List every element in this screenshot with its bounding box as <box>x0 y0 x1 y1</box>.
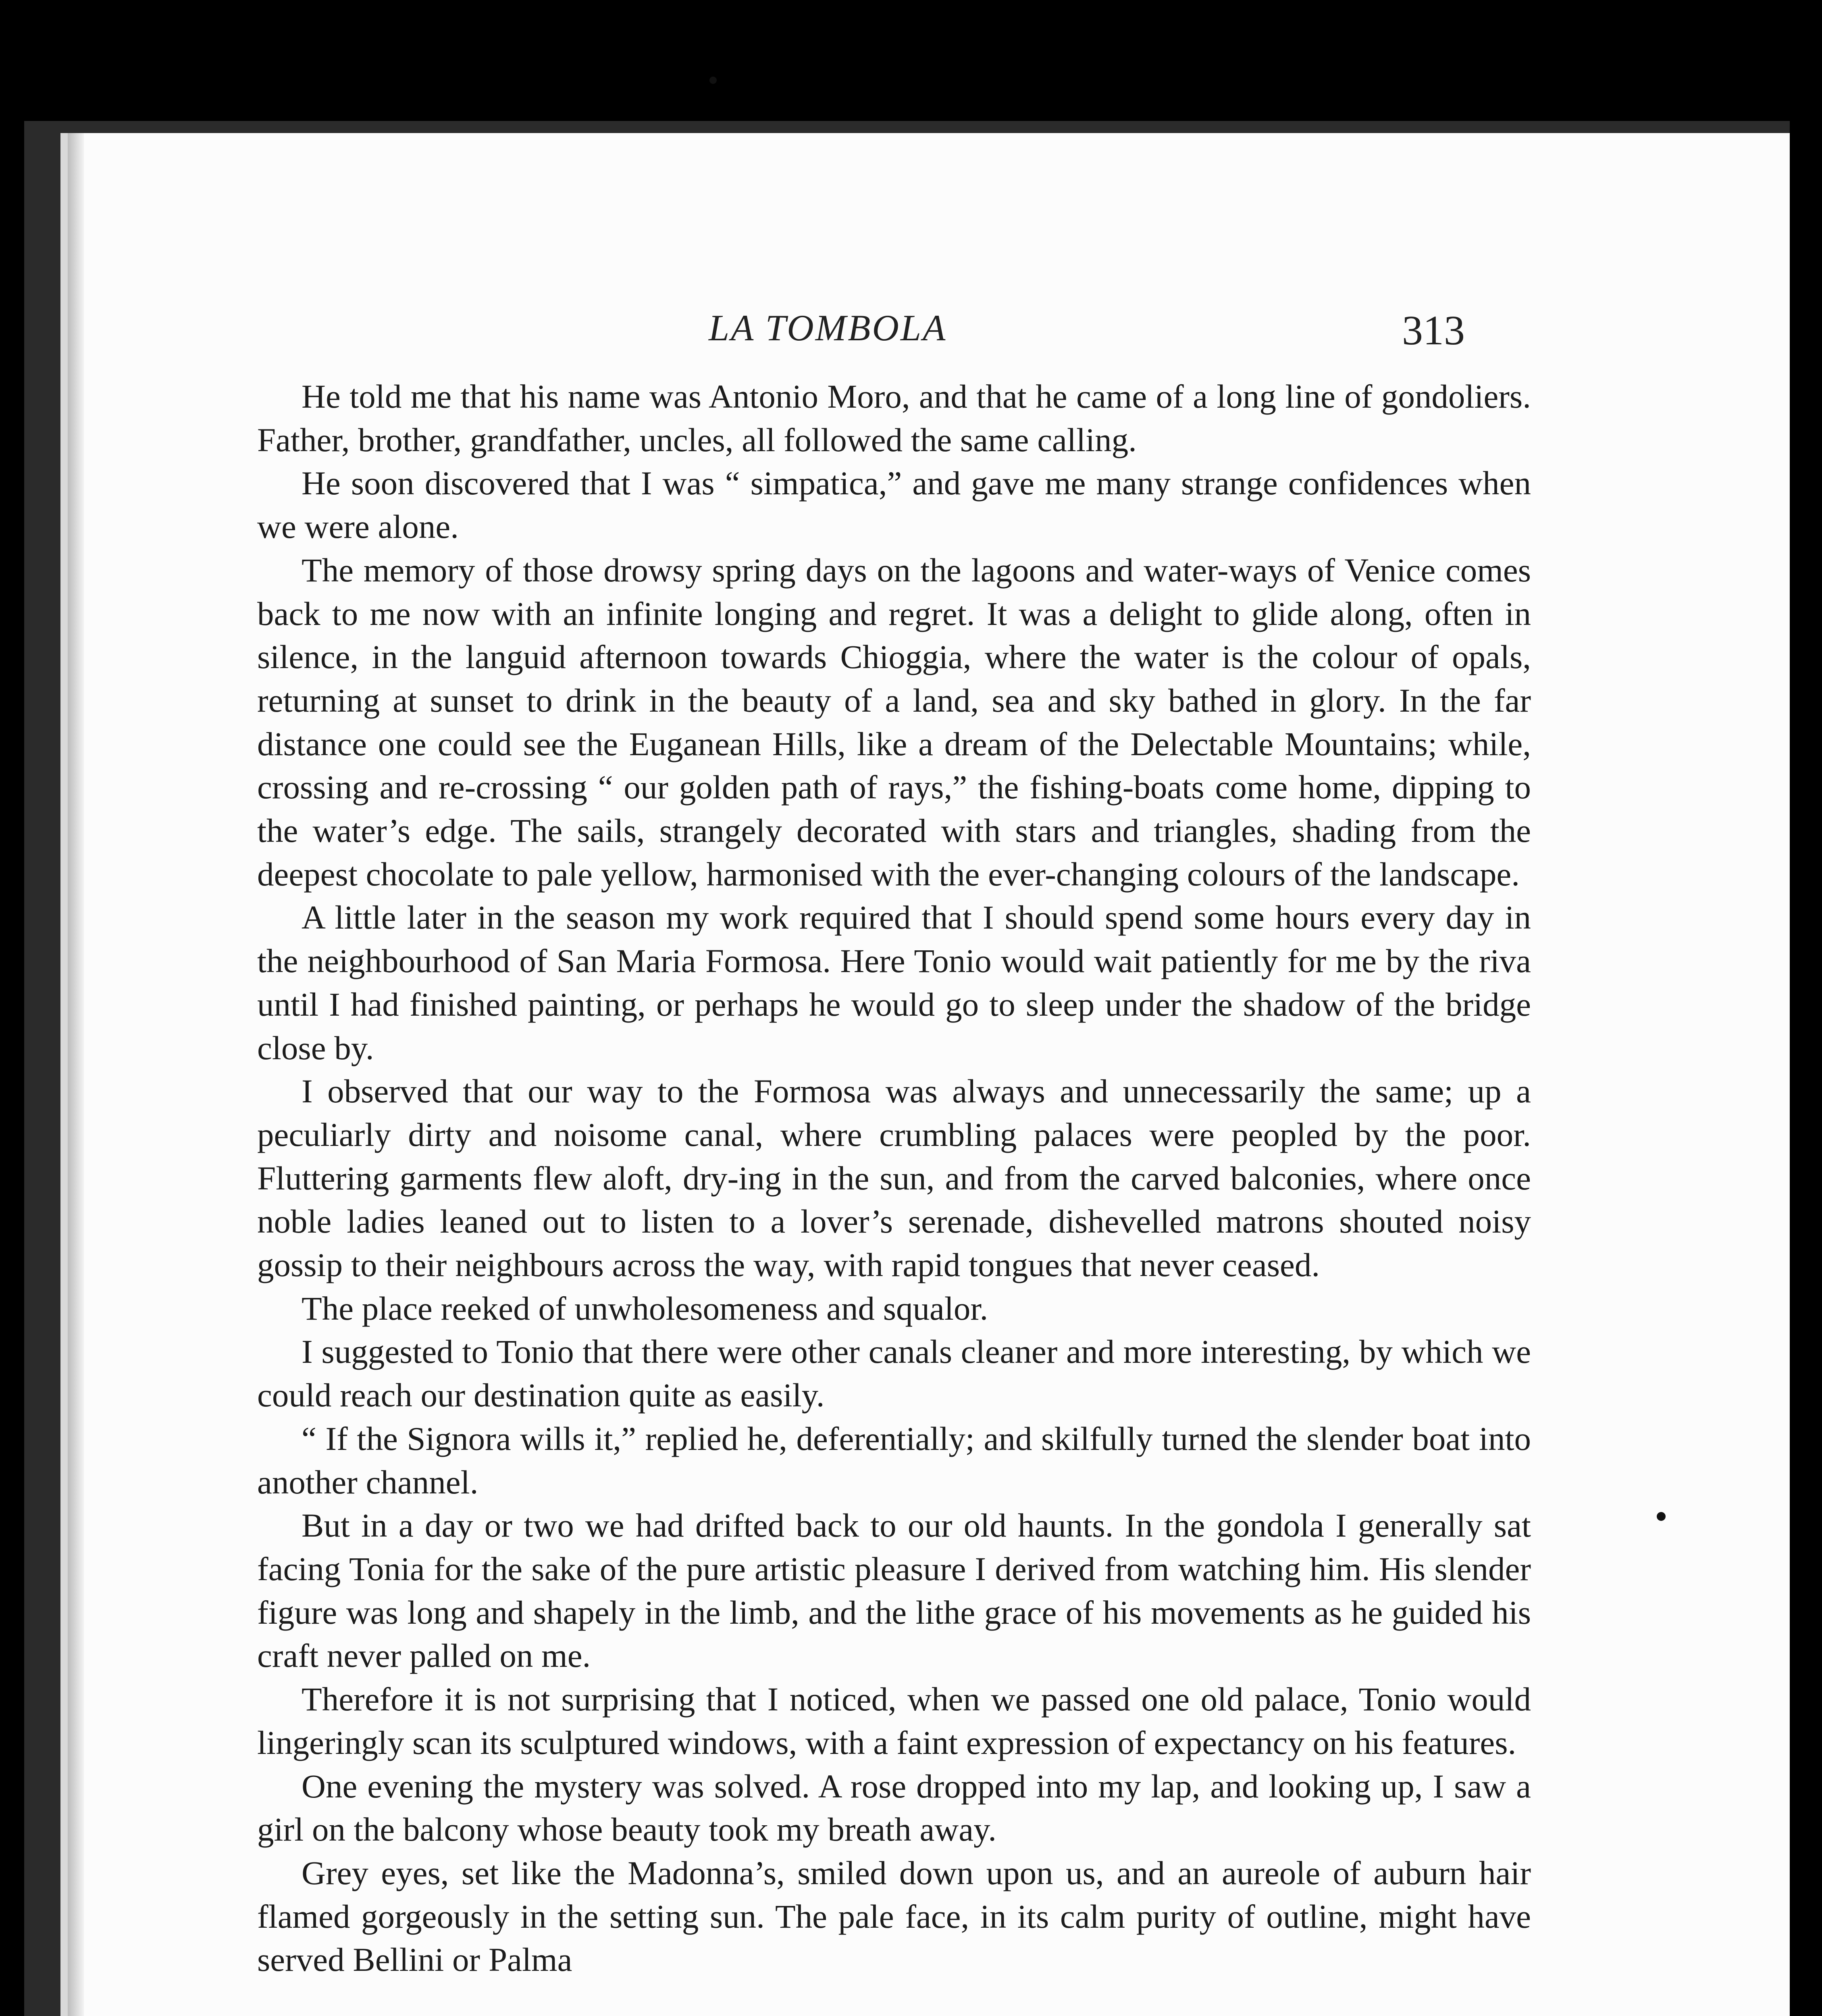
paragraph: I observed that our way to the Formosa was always and unnecessarily the same; up a peculiarly dirty and noisome canal, where crumbling palaces were peopled by the poor. Fluttering garments flew aloft, dry-ing in the sun, and from the carved balconies, where once noble ladies leaned out to listen to a lover’s serenade, dishevelled matrons shouted noisy gossip to their neighbours across the way, with rapid tongues that never ceased. <box>257 1073 1531 1284</box>
paragraph: He told me that his name was Antonio Moro, and that he came of a long line of gondoliers. Father, brother, grandfather, uncles, all followed the same calling. <box>257 378 1531 458</box>
dust-speck <box>1657 1512 1666 1521</box>
paragraph: “ If the Signora wills it,” replied he, deferentially; and skilfully turned the slender boat into another channel. <box>257 1420 1531 1501</box>
paragraph: The place reeked of unwholesomeness and squalor. <box>302 1289 988 1327</box>
book-page <box>60 133 1790 2016</box>
paragraph: One evening the mystery was solved. A rose dropped into my lap, and looking up, I saw a girl on the balcony whose beauty took my breath away. <box>257 1767 1531 1848</box>
running-head <box>68 306 1790 355</box>
paragraph: A little later in the season my work required that I should spend some hours every day in the neighbourhood of San Maria Formosa. Here Tonio would wait patiently for me by the riva until I had finished painting, or perhaps he would go to sleep under the shadow of the bridge close by. <box>257 899 1531 1066</box>
page-gutter <box>68 133 84 2016</box>
paragraph: He soon discovered that I was “ simpatica,” and gave me many strange confidences when we were alone. <box>257 464 1531 546</box>
paragraph: Therefore it is not surprising that I noticed, when we passed one old palace, Tonio would lingeringly scan its sculptured windows, with a faint expression of expectancy on his features. <box>257 1681 1531 1761</box>
running-head-title: LA TOMBOLA <box>709 307 947 348</box>
paragraph: I suggested to Tonio that there were other canals cleaner and more interesting, by which we could reach our destination quite as easily. <box>257 1333 1531 1414</box>
dust-speck <box>709 77 717 84</box>
page-number: 313 <box>1402 307 1465 354</box>
paragraph: But in a day or two we had drifted back to our old haunts. In the gondola I generally sat facing Tonia for the sake of the pure artistic pleasure I derived from watching him. His slender figure was long and shapely in the limb, and the lithe grace of his movements as he guided his craft never palled on me. <box>257 1507 1531 1674</box>
paragraph: Grey eyes, set like the Madonna’s, smiled down upon us, and an aureole of auburn hair flamed gorgeously in the setting sun. The pale face, in its calm purity of outline, might have served Bellini or Palma <box>257 1854 1531 1979</box>
paragraph: The memory of those drowsy spring days on the lagoons and water-ways of Venice comes back to me now with an infinite longing and regret. It was a delight to glide along, often in silence, in the languid afternoon towards Chioggia, where the water is the colour of opals, returning at sunset to drink in the beauty of a land, sea and sky bathed in glory. In the far distance one could see the Euganean Hills, like a dream of the Delectable Mountains; while, crossing and re-crossing “ our golden path of rays,” the fishing-boats come home, dipping to the water’s edge. The sails, strangely decorated with stars and triangles, shading from the deepest chocolate to pale yellow, harmonised with the ever-changing colours of the landscape. <box>257 551 1531 893</box>
body-text <box>257 375 1531 1982</box>
